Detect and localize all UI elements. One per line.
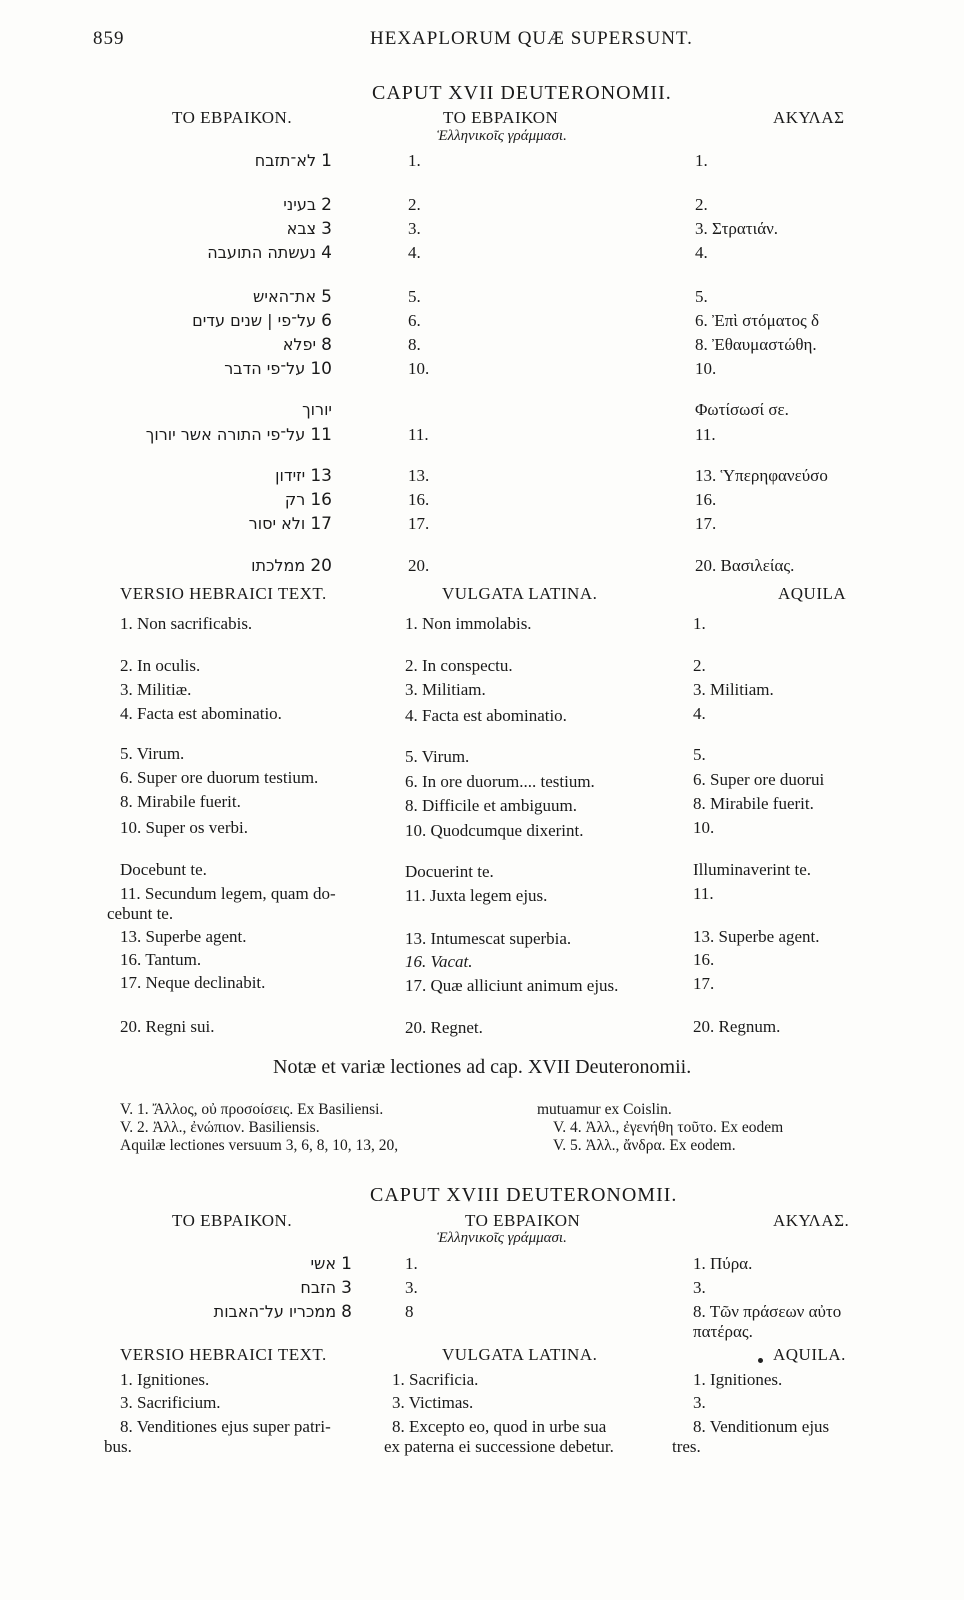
aquila-row: 11.	[695, 425, 716, 444]
latin-header-hebrew: VERSIO HEBRAICI TEXT.	[120, 1345, 327, 1364]
hebrew-row: 11 על־פי התורה אשר יורוך	[145, 425, 332, 445]
note-line: V. 4. Ἀλλ., ἐγενήθη τοῦτο. Ex eodem	[553, 1119, 784, 1136]
latin-row: 11. Secundum legem, quam do-	[120, 884, 336, 903]
trans-row: 8	[405, 1302, 414, 1321]
latin-row: 6. In ore duorum.... testium.	[405, 772, 595, 791]
aquila-row: 10.	[695, 359, 717, 378]
latin-row: 10.	[693, 818, 715, 837]
hebrew-row: 1 אשי	[310, 1254, 352, 1274]
latin-row: 8. Excepto eo, quod in urbe sua	[392, 1417, 607, 1436]
aquila-row: 5.	[695, 287, 708, 306]
hebrew-row: 10 על־פי הדבר	[224, 359, 332, 379]
aquila-row: 1. Πύρα.	[693, 1254, 753, 1273]
latin-row: 5. Virum.	[120, 744, 185, 763]
latin-row: 8. Mirabile fuerit.	[693, 794, 814, 813]
trans-row: 16.	[408, 490, 430, 509]
latin-row: 10. Quodcumque dixerint.	[405, 821, 584, 840]
latin-row: 4. Facta est abominatio.	[120, 704, 282, 723]
col-header-transliteration-sub: Ἑλληνικοῖς γράμμασι.	[437, 1230, 567, 1246]
latin-row: Docebunt te.	[120, 860, 207, 879]
aquila-row: 1.	[695, 151, 708, 170]
latin-row: 1. Non sacrificabis.	[120, 614, 253, 633]
trans-row: 20.	[408, 556, 430, 575]
col-header-transliteration: ΤΟ ΕΒΡΑΙΚΟΝ	[465, 1211, 581, 1230]
latin-row: 4.	[693, 704, 706, 723]
col-header-transliteration-sub: Ἑλληνικοῖς γράμμασι.	[437, 128, 567, 144]
latin-row: 17.	[693, 974, 715, 993]
latin-row: 5.	[693, 745, 706, 764]
hebrew-row: 3 צבא	[286, 219, 332, 239]
latin-row: bus.	[104, 1437, 132, 1456]
latin-row: 2.	[693, 656, 706, 675]
latin-row: 10. Super os verbi.	[120, 818, 248, 837]
note-line: Aquilæ lectiones versuum 3, 6, 8, 10, 13, 20,	[120, 1137, 399, 1154]
latin-row: tres.	[672, 1437, 701, 1456]
col-header-transliteration: ΤΟ ΕΒΡΑΙΚΟΝ	[443, 108, 559, 127]
latin-row: Docuerint te.	[405, 862, 494, 881]
aquila-row: 13. Ὑπερηφανεύσο	[695, 466, 828, 485]
col-header-hebrew: ΤΟ ΕΒΡΑΙΚΟΝ.	[172, 1211, 293, 1230]
page-number: 859	[93, 28, 125, 49]
trans-row: 11.	[408, 425, 429, 444]
latin-row: 16. Tantum.	[120, 950, 202, 969]
latin-row: 2. In oculis.	[120, 656, 201, 675]
aquila-row: 2.	[695, 195, 708, 214]
latin-row: 8. Venditiones ejus super patri-	[120, 1417, 331, 1436]
hebrew-row: 3 הזבח	[300, 1278, 352, 1298]
col-header-aquila: ΑΚΥΛΑΣ	[773, 108, 845, 127]
latin-row: 3. Militiam.	[405, 680, 486, 699]
hebrew-row: 17 ולא יסור	[248, 514, 332, 534]
latin-row: 13. Superbe agent.	[120, 927, 247, 946]
latin-row: 2. In conspectu.	[405, 656, 513, 675]
aquila-row: 17.	[695, 514, 717, 533]
latin-row: 8. Mirabile fuerit.	[120, 792, 241, 811]
latin-row: 8. Venditionum ejus	[693, 1417, 830, 1436]
latin-row: 11. Juxta legem ejus.	[405, 886, 548, 905]
trans-row: 4.	[408, 243, 421, 262]
latin-row: 16. Vacat.	[405, 952, 473, 971]
trans-row: 13.	[408, 466, 430, 485]
latin-row: 3. Sacrificium.	[120, 1393, 221, 1412]
latin-row: 1. Non immolabis.	[405, 614, 532, 633]
col-header-aquila: ΑΚΥΛΑΣ.	[773, 1211, 850, 1230]
hebrew-row: יורוך	[302, 400, 332, 419]
latin-row: 20. Regnet.	[405, 1018, 483, 1037]
latin-row: 4. Facta est abominatio.	[405, 706, 567, 725]
latin-header-aquila: AQUILA.	[773, 1345, 846, 1364]
hebrew-row: 5 את־האיש	[253, 287, 332, 307]
aquila-row: 3.	[693, 1278, 706, 1297]
latin-row: 16.	[693, 950, 715, 969]
note-line: mutuamur ex Coislin.	[537, 1101, 672, 1118]
trans-row: 6.	[408, 311, 421, 330]
hebrew-row: 8 יפלא	[282, 335, 332, 355]
latin-row: 3. Militiæ.	[120, 680, 192, 699]
latin-row: 6. Super ore duorui	[693, 770, 825, 789]
aquila-row: πατέρας.	[693, 1322, 753, 1341]
latin-row: 1.	[693, 614, 706, 633]
latin-row: 13. Superbe agent.	[693, 927, 820, 946]
latin-row: 3. Militiam.	[693, 680, 774, 699]
latin-row: 5. Virum.	[405, 747, 470, 766]
latin-row: 1. Ignitiones.	[693, 1370, 783, 1389]
aquila-row: 16.	[695, 490, 717, 509]
latin-row: ex paterna ei successione debetur.	[384, 1437, 614, 1456]
running-title: HEXAPLORUM QUÆ SUPERSUNT.	[370, 28, 693, 49]
latin-header-hebrew: VERSIO HEBRAICI TEXT.	[120, 584, 327, 603]
latin-row: 11.	[693, 884, 714, 903]
ink-dot	[758, 1358, 763, 1363]
trans-row: 2.	[408, 195, 421, 214]
note-line: V. 2. Ἀλλ., ἐνώπιον. Basiliensis.	[120, 1119, 320, 1136]
latin-row: 3.	[693, 1393, 706, 1412]
aquila-row: 6. Ἐπὶ στόματος δ	[695, 311, 819, 330]
note-line: V. 5. Ἀλλ., ἄνδρα. Ex eodem.	[553, 1137, 736, 1154]
latin-row: 13. Intumescat superbia.	[405, 929, 572, 948]
latin-header-vulgate: VULGATA LATINA.	[442, 1345, 598, 1364]
latin-row: 3. Victimas.	[392, 1393, 474, 1412]
latin-row: 20. Regnum.	[693, 1017, 781, 1036]
chapter-17-title: CAPUT XVII DEUTERONOMII.	[372, 82, 672, 104]
latin-header-vulgate: VULGATA LATINA.	[442, 584, 598, 603]
aquila-row: 20. Βασιλείας.	[695, 556, 795, 575]
hebrew-row: 8 ממכריו על־האבות	[213, 1302, 352, 1322]
trans-row: 8.	[408, 335, 421, 354]
latin-row: 17. Neque declinabit.	[120, 973, 266, 992]
hebrew-row: 13 יזידון	[275, 466, 332, 486]
latin-row: 1. Sacrificia.	[392, 1370, 479, 1389]
hebrew-row: 4 נעשתה התועבה	[207, 243, 332, 263]
latin-row: 20. Regni sui.	[120, 1017, 215, 1036]
trans-row: 5.	[408, 287, 421, 306]
trans-row: 1.	[408, 151, 421, 170]
trans-row: 3.	[408, 219, 421, 238]
col-header-hebrew: ΤΟ ΕΒΡΑΙΚΟΝ.	[172, 108, 293, 127]
latin-row: 8. Difficile et ambiguum.	[405, 796, 578, 815]
trans-row: 3.	[405, 1278, 418, 1297]
aquila-row: 4.	[695, 243, 708, 262]
latin-header-aquila: AQUILA	[778, 584, 847, 603]
hebrew-row: 2 בעיני	[283, 195, 332, 215]
aquila-row: 8. Τῶν πράσεων αὐτο	[693, 1302, 842, 1321]
latin-row: Illuminaverint te.	[693, 860, 812, 879]
trans-row: 10.	[408, 359, 430, 378]
aquila-row: 8. Ἐθαυμαστώθη.	[695, 335, 817, 354]
trans-row: 17.	[408, 514, 430, 533]
latin-row: 6. Super ore duorum testium.	[120, 768, 319, 787]
aquila-row: Φωτίσωσί σε.	[695, 400, 789, 419]
hebrew-row: 20 ממלכתו	[251, 556, 332, 576]
latin-row: cebunt te.	[107, 904, 174, 923]
hebrew-row: 1 לא־תזבח	[254, 151, 332, 171]
latin-row: 1. Ignitiones.	[120, 1370, 210, 1389]
chapter-18-title: CAPUT XVIII DEUTERONOMII.	[370, 1184, 678, 1206]
note-line: V. 1. Ἄλλος, οὐ προσοίσεις. Ex Basiliensi.	[120, 1101, 384, 1118]
hebrew-row: 16 רק	[284, 490, 332, 510]
aquila-row: 3. Στρατιάν.	[695, 219, 779, 238]
trans-row: 1.	[405, 1254, 418, 1273]
notes-title: Notæ et variæ lectiones ad cap. XVII Deuteronomii.	[273, 1056, 692, 1078]
hebrew-row: 6 על־פי | שנים עדים	[192, 311, 332, 331]
latin-row: 17. Quæ alliciunt animum ejus.	[405, 976, 619, 995]
